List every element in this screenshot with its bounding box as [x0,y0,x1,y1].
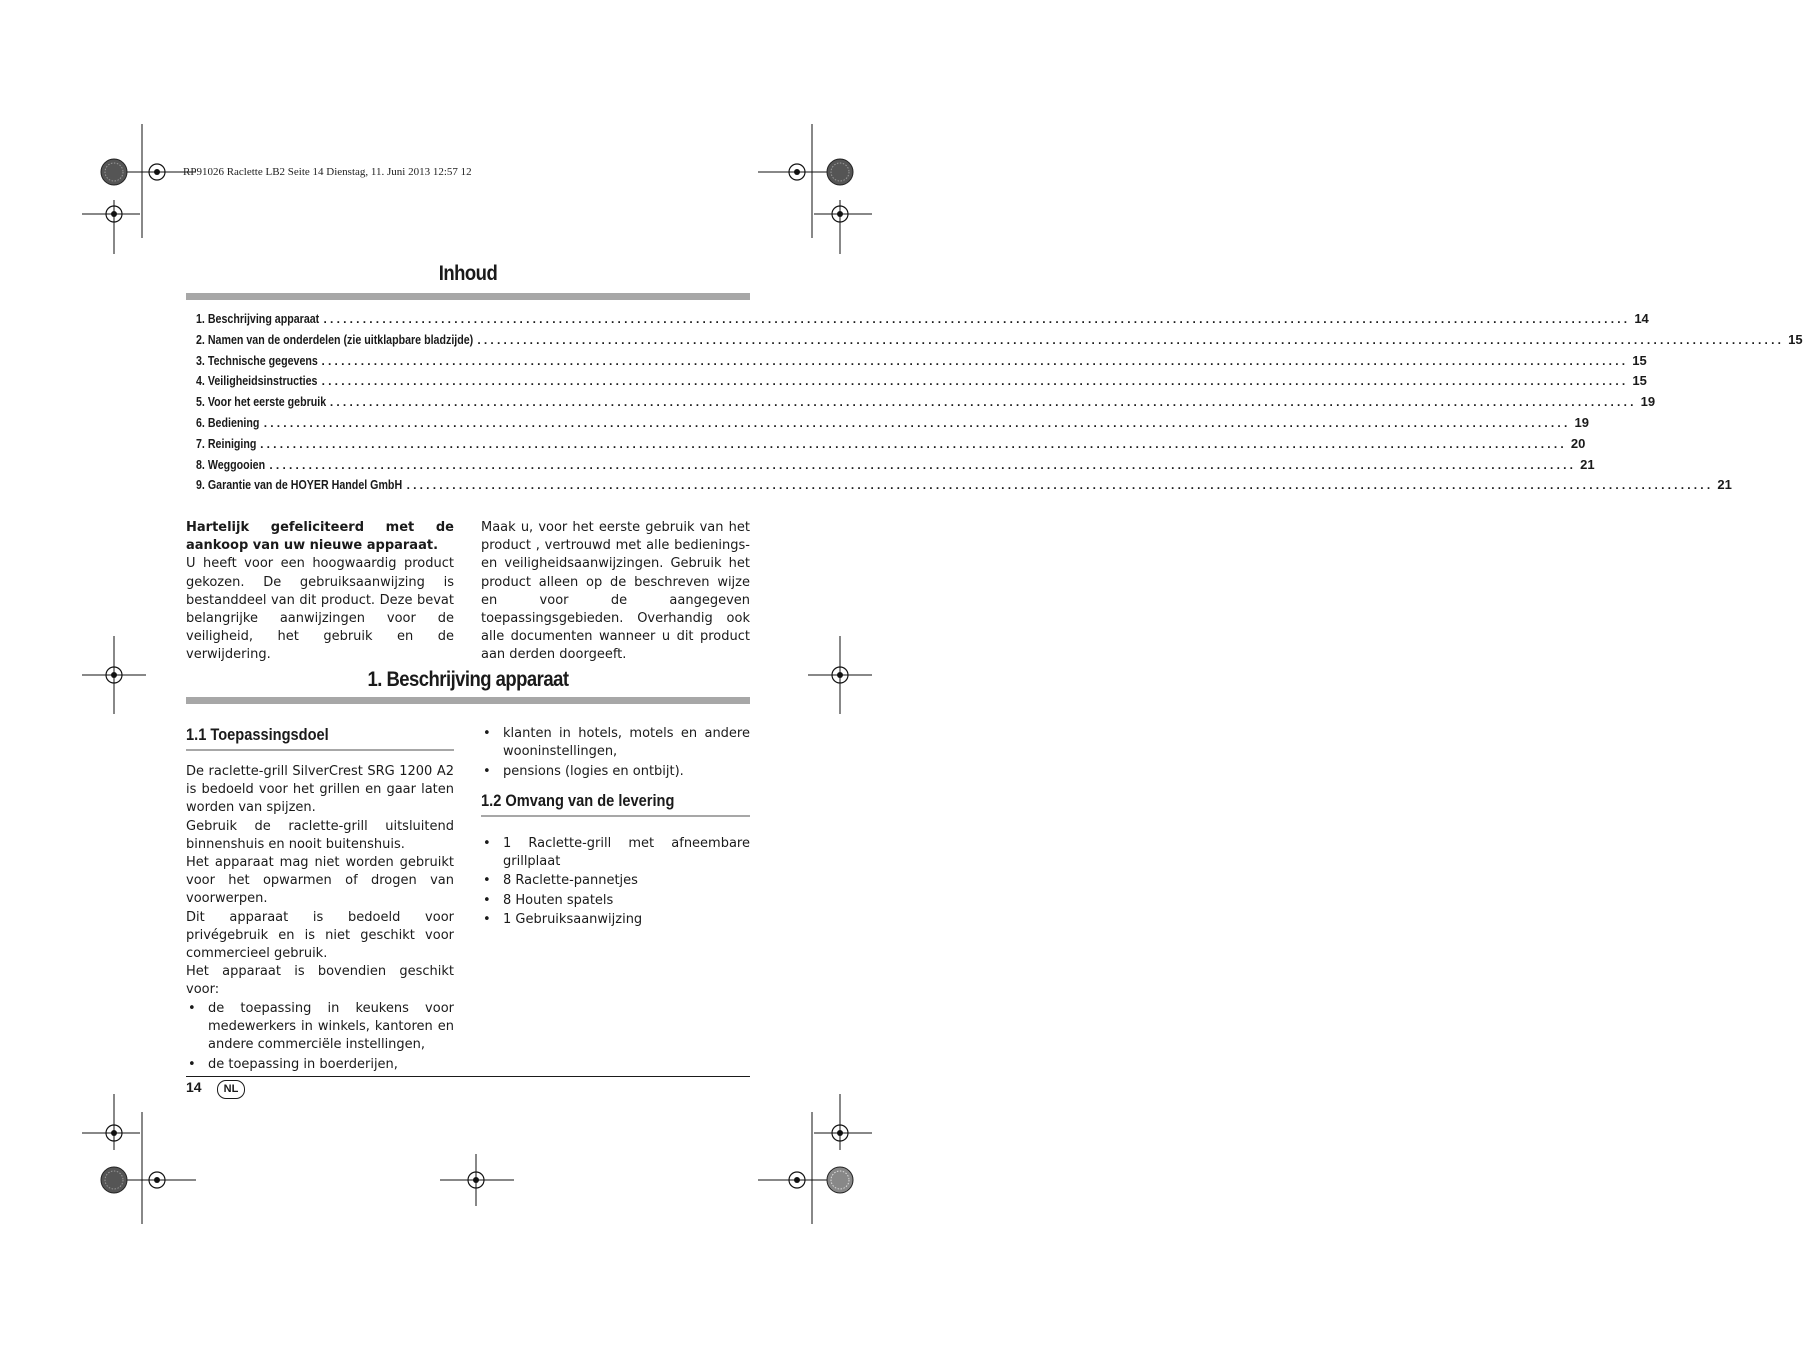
intro-left-text: U heeft voor een hoogwaardig product gekozen. De gebruiksaanwijzing is bestanddeel van dit product. Deze bevat belangrijke aanwijzingen voor de veiligheid, het gebruik en de verwijdering. [186,556,454,663]
section-1-title: 1. Beschrijving apparaat [367,668,569,691]
intro-right-column [481,519,750,665]
toc-entry [196,311,1649,332]
toc-entry [196,435,1586,457]
subsection-1-1-body [186,763,454,1074]
print-header-line: RP91026 Raclette LB2 Seite 14 Dienstag, 11. Juni 2013 12:57 12 [183,166,472,178]
toc-entry [196,456,1595,478]
toc-entry-label: 5. Voor het eerste gebruik [196,394,327,410]
list-item: • pensions (logies en ontbijt). [481,763,750,781]
toc-leader-dots: ........................................................................................................................................................................................................ [263,415,1571,430]
intro-left-column [186,519,454,665]
toc-entry [196,394,1656,415]
toc-entry [196,331,1803,353]
toc-leader-dots: ........................................................................................................................................................................................................ [477,332,1785,347]
toc-entry-label: 1. Beschrijving apparaat [196,311,320,326]
contents-title-bar [186,293,750,300]
list-item: • de toepassing in keukens voor medewerkers in winkels, kantoren en andere commerciële instellingen, [186,1000,454,1055]
toc-leader-dots: ........................................................................................................................................................................................................ [269,457,1577,472]
toc-entry-page: 20 [1570,435,1586,451]
toc-entry-page: 15 [1632,352,1647,368]
list-item: • 8 Houten spatels [481,892,750,910]
contents-title: Inhoud [438,262,498,285]
subsection-1-2 [481,791,750,929]
subsection-1-2-heading: 1.2 Omvang van de levering [481,791,675,810]
toc-leader-dots: ........................................................................................................................................................................................................ [406,478,1714,493]
toc-entry-page: 21 [1580,456,1595,472]
toc-leader-dots: ........................................................................................................................................................................................................ [323,312,1631,326]
subsection-1-2-rule [481,815,750,817]
purpose-paragraph-3: Het apparaat mag niet worden gebruikt voor het opwarmen of drogen van voorwerpen. [186,855,454,907]
subsection-1-1-heading: 1.1 Toepassingsdoel [186,725,329,744]
list-item: • 8 Raclette-pannetjes [481,872,750,890]
toc-entry-label: 9. Garantie van de HOYER Handel GmbH [196,477,403,493]
section-1-title-bar [186,697,750,704]
toc-leader-dots: ........................................................................................................................................................................................................ [329,395,1637,410]
purpose-paragraph-1: De raclette-grill SilverCrest SRG 1200 A2 is bedoeld voor het grillen en gaar laten worden van spijzen. [186,764,454,816]
toc-leader-dots: ........................................................................................................................................................................................................ [260,436,1567,451]
toc-entry [196,414,1589,436]
purpose-paragraph-2: Gebruik de raclette-grill uitsluitend binnenshuis en nooit buitenshuis. [186,818,454,852]
toc-entry-label: 2. Namen van de onderdelen (zie uitklapbare bladzijde) [196,331,474,347]
toc-entry-page: 14 [1634,311,1649,326]
list-item: • de toepassing in boerderijen, [186,1056,454,1074]
purpose-paragraph-5: Het apparaat is bovendien geschikt voor: [186,964,454,998]
toc-entry-page: 15 [1632,373,1647,389]
toc-entry-label: 3. Technische gegevens [196,352,318,368]
subsection-1-1-rule [186,749,454,751]
purpose-bullet-list-continued [481,725,750,782]
toc-entry-label: 6. Bediening [196,414,260,430]
subsection-1-1 [186,725,454,1074]
table-of-contents [196,311,1803,498]
toc-leader-dots: ........................................................................................................................................................................................................ [321,353,1629,368]
page-number: 14 [186,1079,202,1095]
toc-entry-page: 21 [1717,477,1732,493]
toc-entry-page: 19 [1574,414,1589,430]
footer-rule [186,1076,750,1077]
purpose-bullet-list [186,1000,454,1075]
toc-entry-page: 19 [1640,394,1656,410]
toc-entry-label: 8. Weggooien [196,456,266,472]
toc-entry-page: 15 [1788,331,1803,347]
list-item: • 1 Gebruiksaanwijzing [481,911,750,929]
list-item: • klanten in hotels, motels en andere wooninstellingen, [481,725,750,761]
purpose-paragraph-4: Dit apparaat is bedoeld voor privégebruik en is niet geschikt voor commercieel gebruik. [186,909,454,962]
toc-leader-dots: ........................................................................................................................................................................................................ [321,374,1629,389]
intro-right-text: Maak u, voor het eerste gebruik van het product , vertrouwd met alle bedienings- en veiligheidsaanwijzingen. Gebruik het product alleen op de beschreven wijze en voor de aangegeven toepassingsgebieden. Overhandig ook alle documenten wanneer u dit product aan derden doorgeeft. [481,520,750,663]
list-item: • 1 Raclette-grill met afneembare grillplaat [481,835,750,871]
language-badge: NL [217,1080,245,1099]
delivery-bullet-list [481,835,750,929]
toc-entry-label: 4. Veiligheidsinstructies [196,373,318,389]
toc-entry [196,352,1647,374]
toc-entry [196,373,1647,394]
intro-congratulations: Hartelijk gefeliciteerd met de aankoop van uw nieuwe apparaat. [186,520,454,554]
toc-entry-label: 7. Reiniging [196,435,257,451]
toc-entry [196,477,1732,498]
